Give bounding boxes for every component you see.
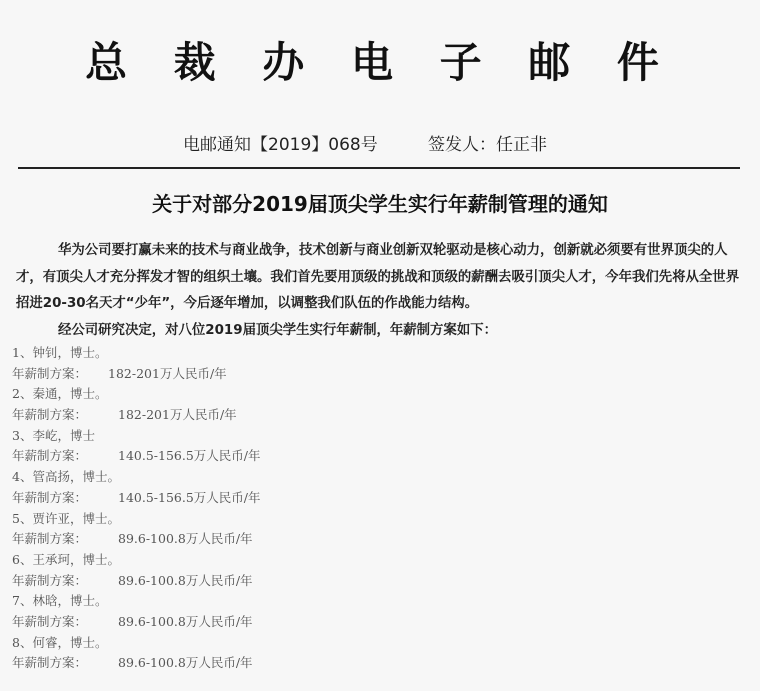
list-item — [12, 446, 412, 467]
list-item — [12, 488, 412, 509]
plan-label: 年薪制方案： — [12, 365, 88, 381]
notice-number: 电邮通知【2019】068号 — [183, 135, 378, 155]
notice-subject: 关于对部分2019届顶尖学生实行年薪制管理的通知 — [152, 192, 608, 216]
candidate-name: 1、钟钊，博士。 — [12, 345, 108, 360]
list-item — [12, 509, 412, 530]
salary-range: 89.6-100.8万人民币/年 — [118, 572, 253, 588]
list-item — [12, 384, 412, 405]
list-item — [12, 550, 412, 571]
plan-label: 年薪制方案： — [12, 489, 88, 505]
list-item — [12, 529, 412, 550]
candidate-name: 4、管高扬，博士。 — [12, 469, 120, 485]
list-item — [12, 633, 412, 654]
salary-range: 89.6-100.8万人民币/年 — [118, 531, 253, 547]
salary-range: 182-201万人民币/年 — [118, 407, 237, 423]
candidate-name: 7、林晗，博士。 — [12, 593, 108, 609]
salary-range: 140.5-156.5万人民币/年 — [118, 489, 261, 505]
plan-label: 年薪制方案： — [12, 531, 88, 547]
plan-label: 年薪制方案： — [12, 572, 88, 588]
candidate-name: 3、李屹，博士 — [12, 427, 95, 443]
salary-list — [12, 343, 412, 674]
candidate-name: 8、何睿，博士。 — [12, 634, 108, 650]
candidate-name: 2、秦通，博士。 — [12, 386, 108, 402]
plan-label: 年薪制方案： — [12, 407, 88, 423]
list-item — [12, 612, 412, 633]
paragraph-intro: 华为公司要打赢未来的技术与商业战争，技术创新与商业创新双轮驱动是核心动力，创新就必须要有世界顶尖的人才，有顶尖人才充分挥发才智的组织土壤。我们首先要用顶级的挑战和顶级的薪酬去吸引顶尖人才，今年我们先将从全世界招进20-30名天才“少年”，今后逐年增加，以调整我们队伍的作战能力结构。 — [16, 243, 740, 311]
salary-range: 140.5-156.5万人民币/年 — [118, 448, 261, 464]
salary-range: 182-201万人民币/年 — [108, 365, 227, 381]
list-item — [12, 405, 412, 426]
list-item — [12, 467, 412, 488]
list-item — [12, 426, 412, 447]
list-item — [12, 343, 412, 364]
list-item — [12, 364, 412, 385]
paragraph-decision: 经公司研究决定，对八位2019届顶尖学生实行年薪制，年薪制方案如下： — [58, 322, 497, 338]
candidate-name: 6、王承珂，博士。 — [12, 551, 120, 567]
salary-range: 89.6-100.8万人民币/年 — [118, 655, 253, 671]
notice-body — [16, 238, 744, 344]
header-divider — [18, 167, 740, 169]
plan-label: 年薪制方案： — [12, 613, 88, 629]
list-item — [12, 571, 412, 592]
plan-label: 年薪制方案： — [12, 448, 88, 464]
list-item — [12, 591, 412, 612]
issuer: 签发人：任正非 — [428, 135, 547, 155]
list-item — [12, 653, 412, 674]
plan-label: 年薪制方案： — [12, 655, 88, 671]
document-title: 总 裁 办 电 子 邮 件 — [85, 38, 675, 87]
salary-range: 89.6-100.8万人民币/年 — [118, 613, 253, 629]
candidate-name: 5、贾许亚，博士。 — [12, 510, 120, 526]
